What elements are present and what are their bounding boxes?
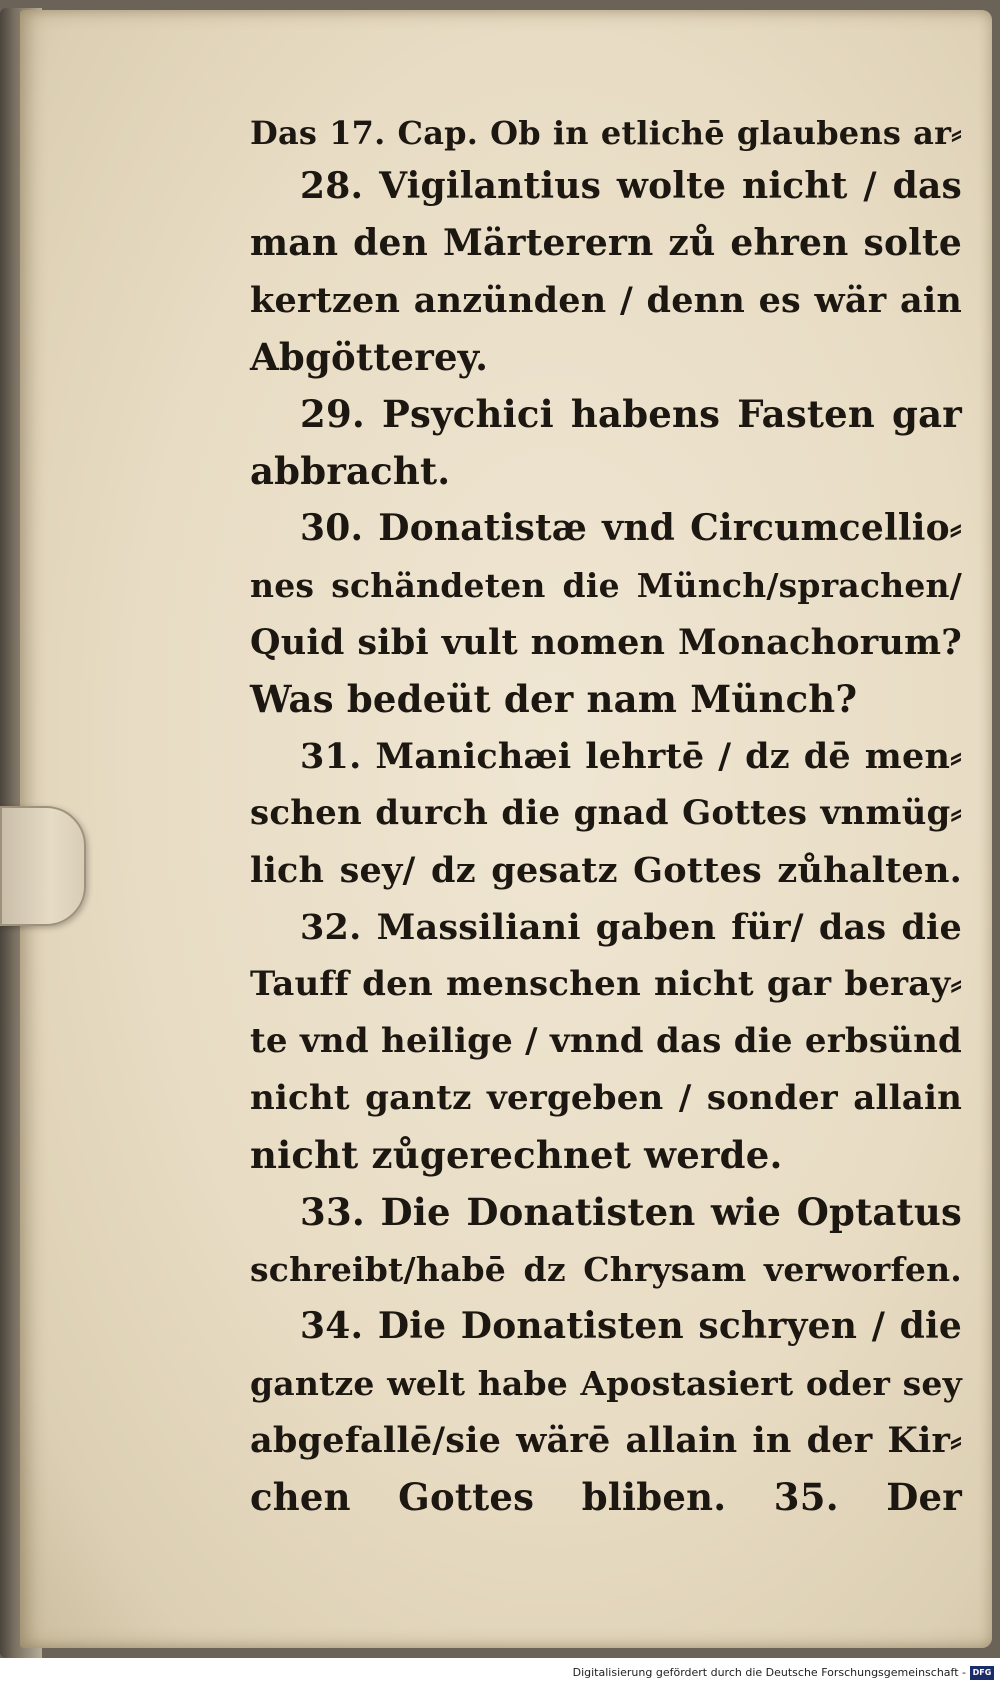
text-line: 29. Psychici habens Fasten gar [300, 392, 962, 436]
text-line: schreibt/habē dz Chrysam verworfen. [250, 1250, 962, 1289]
text-line: 30. Donatistæ vnd Circumcellio⸗ [300, 507, 962, 549]
text-line: kertzen anzünden / denn es wär ain [250, 280, 962, 321]
text-line: Quid sibi vult nomen Monachorum? [250, 622, 962, 663]
text-line: 32. Massiliani gaben für/ das die [300, 907, 962, 948]
text-line: Tauff den menschen nicht gar beray⸗ [250, 964, 962, 1004]
text-line: man den Märterern zů ehren solte [250, 222, 962, 264]
text-line: nicht gantz vergeben / sonder allain [250, 1078, 962, 1118]
text-line: 31. Manichæi lehrtē / dz dē men⸗ [300, 736, 962, 777]
text-line: lich sey/ dz gesatz Gottes zůhalten. [250, 850, 962, 891]
text-line: 34. Die Donatisten schryen / die [300, 1305, 962, 1347]
text-line: 33. Die Donatisten wie Optatus [300, 1190, 962, 1234]
text-line: chen Gottes bliben. 35. Der [250, 1475, 962, 1519]
text-line: nicht zůgerechnet werde. [250, 1133, 783, 1177]
text-line: 28. Vigilantius wolte nicht / das [300, 165, 962, 207]
text-line: gantze welt habe Apostasiert oder sey [250, 1364, 962, 1403]
text-line: abgefallē/sie wärē allain in der Kir⸗ [250, 1420, 962, 1461]
text-line: schen durch die gnad Gottes vnmüg⸗ [250, 793, 962, 833]
text-line: nes schändeten die Münch/sprachen/ [250, 566, 962, 605]
footer-bar [0, 1658, 1000, 1684]
footer-credit: Digitalisierung gefördert durch die Deutsche Forschungsgemeinschaft - [572, 1666, 966, 1679]
text-line: te vnd heilige / vnnd das die erbsünd [250, 1021, 962, 1061]
running-header: Das 17. Cap. Ob in etlichē glaubens ar⸗ [250, 114, 962, 152]
book-clasp [0, 806, 86, 926]
text-line: abbracht. [250, 449, 451, 493]
page-text [250, 108, 962, 1526]
text-line: Abgötterey. [250, 335, 489, 379]
text-line: Was bedeüt der nam Münch? [250, 677, 858, 721]
dfg-logo: DFG [970, 1666, 994, 1680]
